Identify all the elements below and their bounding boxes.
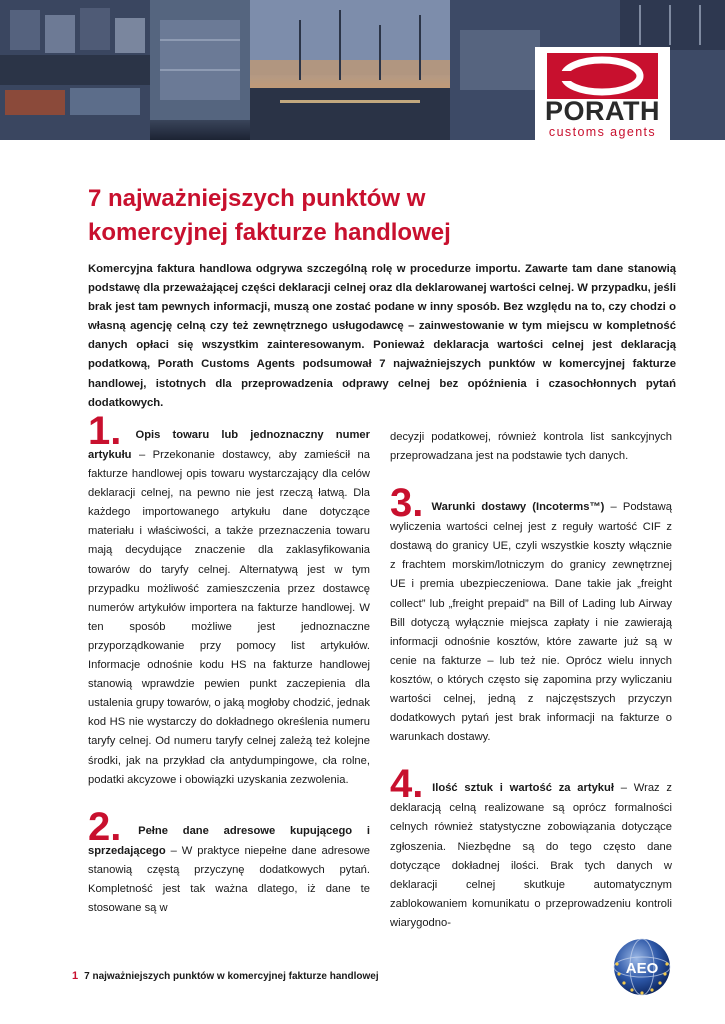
point-body: – Wraz z deklaracją celną realizowane są oprócz formalności celnych również statystyczne zobowiązania dotyczące zgłoszenia. Niezbędne są do tego często dane dotyczące dokładnej ilości. Brak tych danych w deklaracji celnej skutkuje automatycznym zablokowaniem komunikatu o przeprowadzeniu kontroli wiarygodno-: [390, 782, 673, 929]
logo-wordmark: PORATH: [545, 96, 660, 126]
point-number: 2.: [88, 804, 122, 849]
intro-paragraph: Komercyjna faktura handlowa odgrywa szczególną rolę w procedurze importu. Zawarte tam dane stanowią podstawę dla przeważającej części deklaracji celnej oraz dla deklarowanej wartości celnej. W przypadku, jeśli brak jest tam pewnych informacji, muszą one zostać podane w inny sposób. Bez względu na to, czy chodzi o własną agencję celną czy też zewnętrznego usługodawcę – zainwestowanie w tym miejscu w kompletność danych opłaci się wszystkim zainteresowanym. Ponieważ deklaracja wartości celnej jest deklaracją podatkową, Porath Customs Agents podsumował 7 najważniejszych punktów w komercyjnej fakturze handlowej, istotnych dla przeprowadzenia odprawy celnej bez opóźnienia i czasochłonnych pytań dodatkowych.: [88, 263, 676, 409]
page-number: 1: [72, 970, 79, 982]
page-footer: [72, 970, 379, 982]
point-number: 1.: [88, 409, 122, 453]
point-2: [88, 804, 371, 918]
header-photo: [0, 0, 725, 140]
point-body: – W praktyce niepełne dane adresowe stanowią częstą przyczynę dodatkowych pytań. Kompletność jest tak ważna dlatego, iż dane te stosowane są w: [88, 844, 370, 914]
porath-logo-mark: [547, 53, 658, 99]
point-1: [88, 409, 370, 790]
globe-icon: [609, 934, 675, 1000]
point-2-continuation: decyzji podatkowej, również kontrola list sankcyjnych przeprowadzana jest na podstawie tych danych.: [390, 431, 672, 463]
page-title-line1: 7 najważniejszych punktów w: [88, 185, 426, 212]
point-number: 4.: [390, 762, 424, 807]
point-heading: Opis towaru lub jednoznaczny numer artykułu: [88, 429, 370, 461]
aeo-label: AEO: [625, 960, 659, 977]
logo-tagline: customs agents: [548, 125, 657, 139]
point-heading: Ilość sztuk i wartość za artykuł: [432, 782, 614, 795]
page-title: [88, 182, 508, 250]
point-body: – Przekonanie dostawcy, aby zamieścił na fakturze handlowej opis towaru wystarczający dla celów deklaracji celnej, na pewno nie jest rzeczą łatwą. Dla każdego importowanego artykułu dane dotyczące materiału i właściwości, a także przeznaczenia towaru mają decydujące znaczenie dla zaklasyfikowania towarów do taryfy celnej. Alternatywą jest w tym przypadku możliwość zamieszczenia przez dostawcę numerów artykułów importera na fakturze handlowej. W ten sposób możliwe jest jednoznaczne przyporządkowanie przy pomocy list artykułów. Informacje odnośnie kodu HS na fakturze handlowej stanowią wprawdzie pewien punkt zaczepienia dla ustalenia grupy towarów, o jaką mogłoby chodzić, jednak kod HS nie wystarczy do dokładnego określenia numeru taryfy celnej. Od numeru taryfy celnej zależą też kolejne środki, jak na przykład cła antydumpingowe, cła rolne, podatki akcyzowe i obowiązki uzyskania zezwolenia.: [88, 449, 370, 786]
aeo-badge: [609, 934, 675, 1000]
point-body: – Podstawą wyliczenia wartości celnej jest z reguły wartość CIF z dostawą do granicy UE, czyli wszystkie koszty włącznie z frachtem morskim/lotniczym do granicy zewnętrznej UE i premia ubezpieczeniowa. Dane takie jak „freight collect” lub „freight prepaid” na Bill of Lading lub Airway Bill dotyczą wyłącznie miejsca zapłaty i nie zawierają informacji odnośnie kosztów, które zawarte już są w cenie na fakturze – lub też nie. Oprócz wielu innych kosztów, o których często się zapomina przy wyliczaniu wartości celnej, jedną z najczęstszych przyczyn dodatkowych pytań jest brak informacji na fakturze o warunkach dostawy.: [390, 501, 672, 744]
left-column: [88, 409, 371, 940]
point-heading: Pełne dane adresowe kupującego i sprzedającego: [88, 824, 371, 857]
point-3: [390, 481, 672, 747]
point-number: 3.: [390, 481, 424, 526]
point-heading: Warunki dostawy (Incoterms™): [431, 501, 605, 514]
porath-logo: [535, 47, 670, 140]
point-4: [390, 762, 673, 933]
page-title-line2: komercyjnej fakturze handlowej: [88, 219, 451, 246]
footer-title: 7 najważniejszych punktów w komercyjnej fakturze handlowej: [84, 971, 379, 982]
right-column: [390, 428, 672, 955]
